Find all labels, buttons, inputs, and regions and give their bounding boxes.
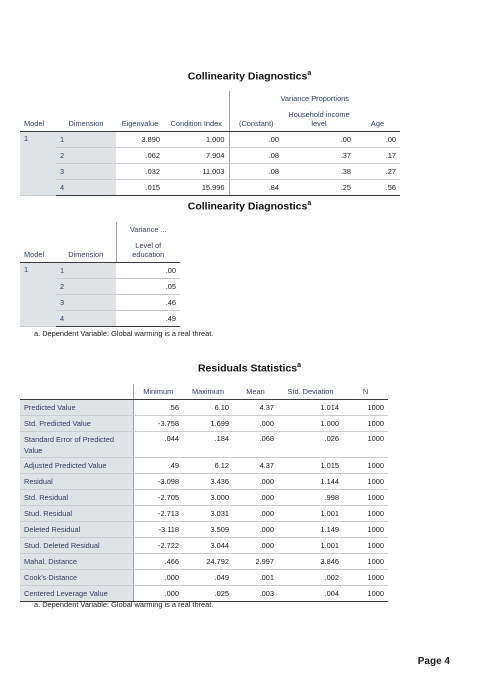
minimum-cell: -3.118 (133, 522, 183, 538)
std-deviation-cell: 1.001 (278, 538, 343, 554)
n-cell: 1000 (343, 400, 388, 416)
minimum-cell: -2.713 (133, 506, 183, 522)
model-cell: 1 (20, 131, 56, 195)
dimension-cell: 1 (56, 262, 116, 278)
std-deviation-cell: 1.000 (278, 416, 343, 432)
n-cell: 1000 (343, 416, 388, 432)
maximum-cell: .049 (183, 570, 233, 586)
table-row (20, 474, 388, 490)
education-cell: .00 (116, 262, 180, 278)
std-deviation-cell: 1.014 (278, 400, 343, 416)
minimum-cell: -2.722 (133, 538, 183, 554)
std-deviation-cell: .026 (278, 432, 343, 458)
dimension-cell: 2 (56, 278, 116, 294)
mean-cell: .000 (233, 474, 278, 490)
std-deviation-cell: .998 (278, 490, 343, 506)
table-row (20, 432, 388, 458)
household-income-cell: .38 (283, 163, 355, 179)
n-cell: 1000 (343, 538, 388, 554)
maximum-cell: 3.044 (183, 538, 233, 554)
table-row (20, 179, 400, 195)
n-cell: 1000 (343, 474, 388, 490)
row-label: Stud. Deleted Residual (20, 538, 133, 554)
row-label: Mahal. Distance (20, 554, 133, 570)
row-label: Adjusted Predicted Value (20, 458, 133, 474)
title-superscript: a (307, 70, 312, 77)
minimum-cell: .56 (133, 400, 183, 416)
mean-cell: .000 (233, 490, 278, 506)
constant-cell: .08 (229, 163, 283, 179)
dimension-cell: 4 (56, 310, 116, 326)
table-row (20, 131, 400, 147)
condition-index-cell: 11.003 (164, 163, 229, 179)
minimum-cell: .000 (133, 570, 183, 586)
row-label: Standard Error of Predicted Value (20, 432, 133, 458)
n-cell: 1000 (343, 506, 388, 522)
maximum-cell: .025 (183, 586, 233, 602)
collinearity-table-1 (20, 91, 400, 196)
row-label: Centered Leverage Value (20, 586, 133, 602)
age-cell: .00 (355, 131, 400, 147)
mean-cell: 4.37 (233, 458, 278, 474)
n-cell: 1000 (343, 570, 388, 586)
condition-index-cell: 7.904 (164, 147, 229, 163)
minimum-cell: -3.098 (133, 474, 183, 490)
header-spacer (20, 384, 133, 400)
mean-cell: .068 (233, 432, 278, 458)
mean-cell: .003 (233, 586, 278, 602)
header-spacer (20, 91, 229, 106)
dimension-cell: 3 (56, 163, 116, 179)
maximum-cell: 6.10 (183, 400, 233, 416)
n-cell: 1000 (343, 458, 388, 474)
table-row (20, 262, 180, 278)
dimension-cell: 3 (56, 294, 116, 310)
mean-cell: .001 (233, 570, 278, 586)
maximum-cell: 3.000 (183, 490, 233, 506)
col-constant: (Constant) (229, 106, 283, 131)
table-row (20, 554, 388, 570)
col-model: Model (20, 237, 56, 262)
title-text: Collinearity Diagnostics (187, 200, 308, 213)
variance-proportions-header: Variance Proportions (280, 94, 349, 103)
col-eigenvalue: Eigenvalue (116, 106, 164, 131)
education-cell: .46 (116, 294, 180, 310)
education-cell: .05 (116, 278, 180, 294)
col-n: N (343, 384, 388, 400)
col-mean: Mean (233, 384, 278, 400)
row-label: Std. Residual (20, 490, 133, 506)
residuals-table (20, 384, 388, 602)
n-cell: 1000 (343, 586, 388, 602)
footnote-collinearity: a. Dependent Variable: Global warming is a real threat. (34, 329, 214, 338)
table-row (20, 538, 388, 554)
col-maximum: Maximum (183, 384, 233, 400)
title-superscript: a (297, 362, 302, 369)
header-spacer (20, 222, 116, 237)
n-cell: 1000 (343, 522, 388, 538)
collinearity-title-2 (0, 200, 499, 213)
constant-cell: .84 (229, 179, 283, 195)
maximum-cell: .184 (183, 432, 233, 458)
variance-header: Variance ... (129, 225, 167, 234)
household-income-cell: .25 (283, 179, 355, 195)
table-row (20, 490, 388, 506)
model-cell: 1 (20, 262, 56, 326)
col-minimum: Minimum (133, 384, 183, 400)
page-number: Page 4 (417, 656, 450, 667)
eigenvalue-cell: 3.890 (116, 131, 164, 147)
maximum-cell: 3.509 (183, 522, 233, 538)
mean-cell: .000 (233, 506, 278, 522)
eigenvalue-cell: .062 (116, 147, 164, 163)
col-age: Age (355, 106, 400, 131)
col-dimension: Dimension (56, 237, 116, 262)
minimum-cell: .49 (133, 458, 183, 474)
eigenvalue-cell: .032 (116, 163, 164, 179)
n-cell: 1000 (343, 432, 388, 458)
std-deviation-cell: 1.144 (278, 474, 343, 490)
table-row (20, 522, 388, 538)
row-label: Predicted Value (20, 400, 133, 416)
std-deviation-cell: .004 (278, 586, 343, 602)
condition-index-cell: 15.996 (164, 179, 229, 195)
std-deviation-cell: 1.149 (278, 522, 343, 538)
minimum-cell: .466 (133, 554, 183, 570)
residuals-title (0, 362, 499, 375)
eigenvalue-cell: .015 (116, 179, 164, 195)
mean-cell: 4.37 (233, 400, 278, 416)
age-cell: .27 (355, 163, 400, 179)
household-income-cell: .00 (283, 131, 355, 147)
education-cell: .49 (116, 310, 180, 326)
table-row (20, 147, 400, 163)
col-level-of-education: Level of education (116, 237, 180, 262)
maximum-cell: 1.699 (183, 416, 233, 432)
n-cell: 1000 (343, 490, 388, 506)
col-std-deviation: Std. Deviation (278, 384, 343, 400)
maximum-cell: 6.12 (183, 458, 233, 474)
row-label: Std. Predicted Value (20, 416, 133, 432)
maximum-cell: 24.792 (183, 554, 233, 570)
mean-cell: 2.997 (233, 554, 278, 570)
title-text: Residuals Statistics (197, 362, 298, 375)
dimension-cell: 1 (56, 131, 116, 147)
household-income-cell: .37 (283, 147, 355, 163)
row-label: Stud. Residual (20, 506, 133, 522)
table-row (20, 163, 400, 179)
minimum-cell: -2.705 (133, 490, 183, 506)
collinearity-title-1 (0, 70, 499, 83)
condition-index-cell: 1.000 (164, 131, 229, 147)
table-row (20, 400, 388, 416)
dimension-cell: 4 (56, 179, 116, 195)
mean-cell: .000 (233, 538, 278, 554)
row-label: Deleted Residual (20, 522, 133, 538)
mean-cell: .000 (233, 416, 278, 432)
dimension-cell: 2 (56, 147, 116, 163)
minimum-cell: .044 (133, 432, 183, 458)
minimum-cell: -3.758 (133, 416, 183, 432)
col-model: Model (20, 106, 56, 131)
row-label: Cook's Distance (20, 570, 133, 586)
table-row (20, 506, 388, 522)
age-cell: .56 (355, 179, 400, 195)
age-cell: .17 (355, 147, 400, 163)
std-deviation-cell: 1.001 (278, 506, 343, 522)
std-deviation-cell: 3.846 (278, 554, 343, 570)
std-deviation-cell: .002 (278, 570, 343, 586)
col-dimension: Dimension (56, 106, 116, 131)
table-row (20, 458, 388, 474)
std-deviation-cell: 1.015 (278, 458, 343, 474)
maximum-cell: 3.436 (183, 474, 233, 490)
minimum-cell: .000 (133, 586, 183, 602)
table-row (20, 416, 388, 432)
title-text: Collinearity Diagnostics (187, 70, 308, 83)
table-row (20, 570, 388, 586)
col-household-income: Household income level (283, 106, 355, 131)
col-condition-index: Condition Index (164, 106, 229, 131)
n-cell: 1000 (343, 554, 388, 570)
title-superscript: a (307, 200, 312, 207)
footnote-residuals: a. Dependent Variable: Global warming is a real threat. (34, 600, 214, 609)
constant-cell: .08 (229, 147, 283, 163)
constant-cell: .00 (229, 131, 283, 147)
maximum-cell: 3.031 (183, 506, 233, 522)
collinearity-table-2 (20, 222, 180, 327)
row-label: Residual (20, 474, 133, 490)
mean-cell: .000 (233, 522, 278, 538)
